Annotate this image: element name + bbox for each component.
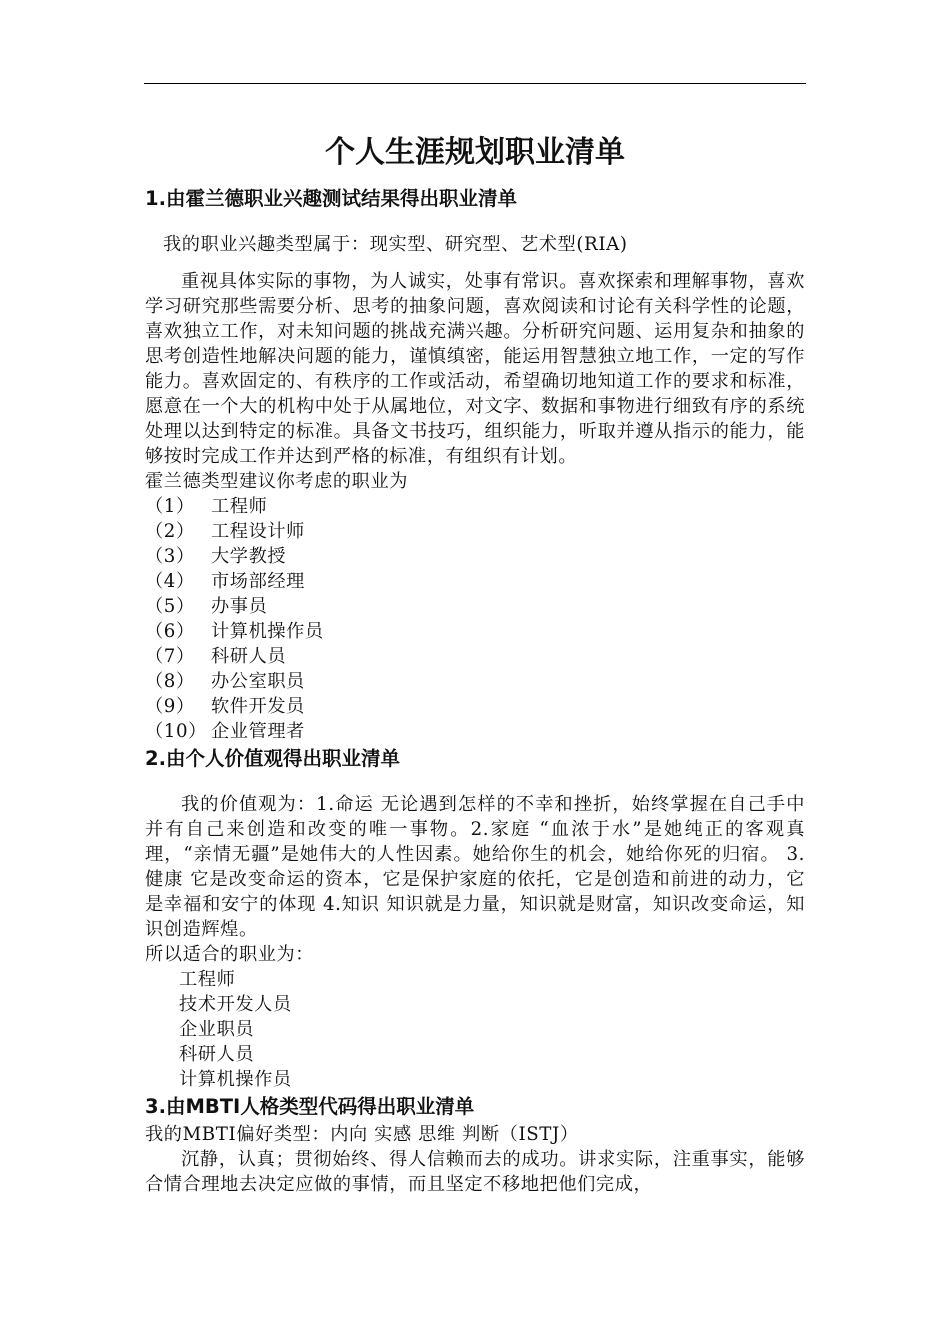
list-item-label: 市场部经理 (211, 571, 305, 592)
holland-description: 重视具体实际的事物，为人诚实，处事有常识。喜欢探索和理解事物，喜欢学习研究那些需要分析、思考的抽象问题，喜欢阅读和讨论有关科学性的论题，喜欢独立工作，对未知问题的挑战充满兴趣。分析研究问题、运用复杂和抽象的思考创造性地解决问题的能力，谨慎缜密，能运用智慧独立地工作，一定的写作能力。喜欢固定的、有秩序的工作或活动，希望确切地知道工作的要求和标准，愿意在一个大的机构中处于从属地位，对文字、数据和事物进行细致有序的系统处理以达到特定的标准。具备文书技巧，组织能力，听取并遵从指示的能力，能够按时完成工作并达到严格的标准，有组织有计划。 (145, 271, 805, 467)
mbti-type-line: 我的MBTI偏好类型：内向 实感 思维 判断（ISTJ） (145, 1124, 579, 1145)
list-item-number: （9） (145, 696, 195, 717)
list-item-label: 软件开发员 (211, 696, 305, 717)
list-item-label: 大学教授 (211, 546, 287, 567)
section3-heading: 3.由MBTI人格类型代码得出职业清单 (145, 1095, 475, 1118)
list-item (145, 619, 805, 644)
list-item-number: （8） (145, 671, 195, 692)
values-job-list (145, 967, 805, 1092)
list-item: 企业职员 (179, 1019, 255, 1040)
list-item-label: 工程设计师 (211, 521, 305, 542)
list-item-number: （2） (145, 521, 195, 542)
list-item (145, 669, 805, 694)
list-item-number: （4） (145, 571, 195, 592)
list-item (145, 694, 805, 719)
list-item-number: （7） (145, 646, 195, 667)
holland-job-list (145, 494, 805, 744)
list-item-number: （1） (145, 496, 195, 517)
list-item (145, 644, 805, 669)
section2-heading: 2.由个人价值观得出职业清单 (145, 747, 400, 770)
section1-heading: 1.由霍兰德职业兴趣测试结果得出职业清单 (145, 187, 517, 210)
list-item: 技术开发人员 (179, 994, 292, 1015)
list-item-number: （10） (145, 721, 207, 742)
list-item (145, 594, 805, 619)
list-item-label: 计算机操作员 (211, 621, 324, 642)
holland-type-line: 我的职业兴趣类型属于：现实型、研究型、艺术型(RIA) (163, 234, 628, 255)
list-item-number: （6） (145, 621, 195, 642)
list-item: 工程师 (179, 969, 236, 990)
list-item (145, 494, 805, 519)
document-page (145, 122, 805, 1197)
header-rule (144, 83, 806, 84)
list-item (145, 519, 805, 544)
list-item-label: 企业管理者 (211, 721, 305, 742)
list-item-label: 科研人员 (211, 646, 287, 667)
list-item: 计算机操作员 (179, 1069, 292, 1090)
list-item-label: 办事员 (211, 596, 268, 617)
list-item-number: （5） (145, 596, 195, 617)
list-item (145, 569, 805, 594)
list-item: 科研人员 (179, 1044, 255, 1065)
list-item-label: 工程师 (211, 496, 268, 517)
list-item-label: 办公室职员 (211, 671, 305, 692)
list-item (145, 719, 805, 744)
list-item (145, 544, 805, 569)
values-paragraph: 我的价值观为：1.命运 无论遇到怎样的不幸和挫折，始终掌握在自己手中并有自己来创造和改变的唯一事物。2.家庭 “血浓于水”是她纯正的客观真理，“亲情无疆”是她伟大的人性因素。她给你生的机会，她给你死的归宿。 3.健康 它是改变命运的资本，它是保护家庭的依托，它是创造和前进的动力，它是幸福和安宁的体现 4.知识 知识就是力量，知识就是财富，知识改变命运，知识创造辉煌。 (145, 794, 805, 940)
mbti-description: 沉静，认真；贯彻始终、得人信赖而去的成功。讲求实际，注重事实，能够合情合理地去决定应做的事情，而且坚定不移地把他们完成， (145, 1149, 805, 1195)
values-suited-label: 所以适合的职业为： (145, 944, 315, 965)
page-title: 个人生涯规划职业清单 (325, 135, 625, 170)
list-item-number: （3） (145, 546, 195, 567)
holland-suggest-label: 霍兰德类型建议你考虑的职业为 (145, 471, 409, 492)
